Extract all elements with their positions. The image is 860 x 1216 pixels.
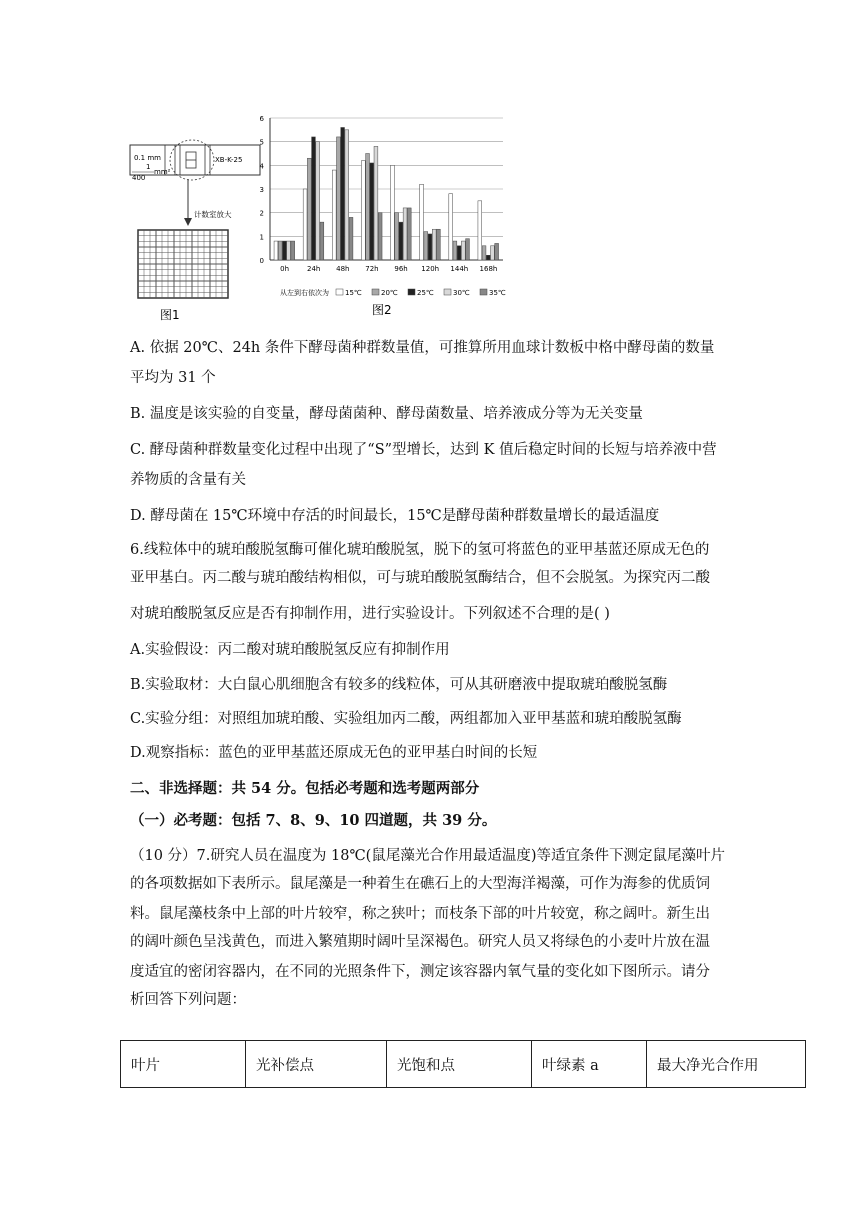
- text-line: 平均为 31 个: [130, 370, 216, 386]
- fig1-label-b: 1: [146, 163, 151, 171]
- bar-0h-25℃: [282, 241, 286, 260]
- bar-144h-15℃: [449, 194, 453, 260]
- leaf-data-table: [120, 1040, 806, 1088]
- table-header-cell: 最大净光合作用: [647, 1041, 806, 1088]
- bar-72h-25℃: [370, 163, 374, 260]
- fig1-label-d: mm²: [154, 168, 171, 176]
- text-line: 6.线粒体中的琥珀酸脱氢酶可催化琥珀酸脱氢，脱下的氢可将蓝色的亚甲基蓝还原成无色的: [130, 542, 710, 558]
- table-header-cell: 叶绿素 a: [532, 1041, 647, 1088]
- bar-24h-35℃: [320, 222, 324, 260]
- bar-48h-15℃: [332, 170, 336, 260]
- legend-swatch: [480, 289, 487, 295]
- text-line: D. 酵母菌在 15℃环境中存活的时间最长，15℃是酵母菌种群数量增长的最适温度: [130, 508, 660, 524]
- x-tick-label: 144h: [450, 265, 469, 273]
- bar-72h-30℃: [374, 146, 378, 260]
- x-tick-label: 120h: [421, 265, 440, 273]
- bar-120h-35℃: [436, 229, 440, 260]
- text-line: 料。鼠尾藻枝条中上部的叶片较窄，称之狭叶；而枝条下部的叶片较宽，称之阔叶。新生出: [130, 906, 710, 922]
- legend-swatch: [408, 289, 415, 295]
- x-tick-label: 24h: [307, 265, 321, 273]
- text-line: B.实验取材：大白鼠心肌细胞含有较多的线粒体，可从其研磨液中提取琥珀酸脱氢酶: [130, 677, 668, 693]
- legend-label: 35℃: [489, 289, 506, 297]
- bar-120h-30℃: [432, 229, 436, 260]
- bar-24h-30℃: [316, 142, 320, 260]
- y-tick-label: 1: [259, 233, 264, 242]
- bar-24h-20℃: [307, 158, 311, 260]
- bar-120h-15℃: [420, 184, 424, 260]
- text-line: 的各项数据如下表所示。鼠尾藻是一种着生在礁石上的大型海洋褐藻，可作为海参的优质饲: [130, 876, 710, 892]
- bar-72h-20℃: [366, 154, 370, 261]
- bar-168h-25℃: [486, 255, 490, 260]
- text-line: 亚甲基白。丙二酸与琥珀酸结构相似，可与琥珀酸脱氢酶结合，但不会脱氢。为探究丙二酸: [130, 570, 710, 586]
- bar-0h-15℃: [274, 241, 278, 260]
- bar-144h-20℃: [453, 241, 457, 260]
- bar-168h-30℃: [491, 246, 495, 260]
- legend-swatch: [372, 289, 379, 295]
- table-header-row: [121, 1041, 806, 1088]
- bar-72h-15℃: [361, 161, 365, 260]
- bar-96h-20℃: [395, 213, 399, 260]
- bar-168h-15℃: [478, 201, 482, 260]
- text-line: 析回答下列问题：: [130, 992, 246, 1008]
- legend-label: 15℃: [345, 289, 362, 297]
- bar-96h-25℃: [399, 222, 403, 260]
- bar-24h-15℃: [303, 189, 307, 260]
- y-tick-label: 4: [259, 162, 264, 171]
- legend-label: 20℃: [381, 289, 398, 297]
- bar-48h-30℃: [345, 130, 349, 260]
- fig1-label-a: 0.1 mm: [134, 154, 161, 162]
- bar-0h-35℃: [291, 241, 295, 260]
- table-header-cell: 光补偿点: [246, 1041, 387, 1088]
- fig1-label-c: 400: [132, 174, 146, 182]
- bar-120h-25℃: [428, 234, 432, 260]
- bar-72h-35℃: [378, 213, 382, 260]
- x-tick-label: 96h: [394, 265, 408, 273]
- table-header-cell: 光饱和点: [387, 1041, 532, 1088]
- fig1-label-e: XB-K-25: [215, 156, 243, 164]
- fig2-bar-chart: [260, 115, 506, 317]
- figure-area: [120, 110, 530, 325]
- legend-label: 30℃: [453, 289, 470, 297]
- bar-168h-35℃: [495, 243, 499, 260]
- figure-svg: [120, 110, 530, 325]
- bar-144h-25℃: [457, 246, 461, 260]
- bar-144h-30℃: [461, 241, 465, 260]
- bar-96h-15℃: [391, 165, 395, 260]
- bar-48h-35℃: [349, 217, 353, 260]
- text-line: D.观察指标：蓝色的亚甲基蓝还原成无色的亚甲基白时间的长短: [130, 745, 538, 761]
- fig1-caption: 图1: [160, 308, 180, 322]
- bar-24h-25℃: [312, 137, 316, 260]
- bar-0h-30℃: [287, 241, 291, 260]
- text-line: C.实验分组：对照组加琥珀酸、实验组加丙二酸，两组都加入亚甲基蓝和琥珀酸脱氢酶: [130, 711, 682, 727]
- text-line: 二、非选择题：共 54 分。包括必考题和选考题两部分: [130, 780, 480, 797]
- bar-120h-20℃: [424, 232, 428, 260]
- y-tick-label: 3: [259, 186, 264, 194]
- table-header-cell: 叶片: [121, 1041, 246, 1088]
- bar-0h-20℃: [278, 241, 282, 260]
- arrow-down-icon: [184, 218, 192, 226]
- fig2-caption: 图2: [372, 303, 392, 317]
- x-tick-label: 0h: [280, 265, 290, 273]
- text-line: （10 分）7.研究人员在温度为 18℃(鼠尾藻光合作用最适温度)等适宜条件下测定鼠尾藻叶片: [130, 848, 725, 864]
- bar-168h-20℃: [482, 246, 486, 260]
- legend-swatch: [336, 289, 343, 295]
- x-tick-label: 48h: [336, 265, 350, 273]
- legend-prefix: 从左到右依次为: [280, 289, 329, 297]
- text-line: 养物质的含量有关: [130, 472, 246, 488]
- text-line: 度适宜的密闭容器内，在不同的光照条件下，测定该容器内氧气量的变化如下图所示。请分: [130, 964, 710, 980]
- bar-144h-35℃: [466, 239, 470, 260]
- legend-label: 25℃: [417, 289, 434, 297]
- legend-swatch: [444, 289, 451, 295]
- y-tick-label: 2: [259, 209, 264, 218]
- text-line: A. 依据 20℃、24h 条件下酵母菌种群数量值，可推算所用血球计数板中格中酵母菌的数量: [130, 340, 715, 356]
- text-line: 的阔叶颜色呈浅黄色，而进入繁殖期时阔叶呈深褐色。研究人员又将绿色的小麦叶片放在温: [130, 934, 710, 950]
- x-tick-label: 168h: [479, 265, 498, 273]
- text-line: C. 酵母菌种群数量变化过程中出现了“S”型增长，达到 K 值后稳定时间的长短与培养液中营: [130, 442, 717, 458]
- bar-48h-25℃: [341, 127, 345, 260]
- bar-96h-35℃: [407, 208, 411, 260]
- bar-96h-30℃: [403, 208, 407, 260]
- x-tick-label: 72h: [365, 265, 379, 273]
- bar-48h-20℃: [337, 137, 341, 260]
- text-line: （一）必考题：包括 7、8、9、10 四道题，共 39 分。: [130, 812, 497, 829]
- y-tick-label: 5: [259, 138, 264, 147]
- text-line: 对琥珀酸脱氢反应是否有抑制作用，进行实验设计。下列叙述不合理的是( ): [130, 606, 610, 622]
- text-line: A.实验假设：丙二酸对琥珀酸脱氢反应有抑制作用: [130, 642, 450, 658]
- text-line: B. 温度是该实验的自变量，酵母菌菌种、酵母菌数量、培养液成分等为无关变量: [130, 406, 643, 422]
- y-tick-label: 6: [259, 115, 264, 123]
- y-tick-label: 0: [259, 257, 264, 265]
- fig1-arrow-label: 计数室放大: [194, 210, 232, 219]
- fig1-hemocytometer: [130, 140, 260, 322]
